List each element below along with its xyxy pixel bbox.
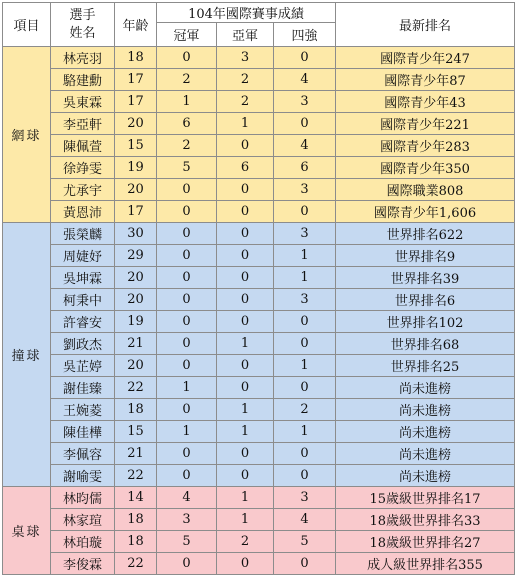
fourth-count-cell: 3 — [274, 179, 336, 201]
latest-rank-cell: 國際職業808 — [336, 179, 515, 201]
runner-up-count-cell: 2 — [217, 69, 274, 91]
table-row — [3, 47, 515, 69]
player-name-cell: 李亞軒 — [51, 113, 115, 135]
fourth-count-cell: 5 — [274, 531, 336, 553]
age-cell: 20 — [115, 179, 157, 201]
fourth-count-cell: 0 — [274, 113, 336, 135]
table-row — [3, 245, 515, 267]
latest-rank-cell: 國際青少年1,606 — [336, 201, 515, 223]
champion-count-cell: 0 — [157, 289, 217, 311]
header-player-line2: 姓名 — [69, 25, 96, 41]
runner-up-count-cell: 0 — [217, 465, 274, 487]
table-row — [3, 421, 515, 443]
runner-up-count-cell: 0 — [217, 355, 274, 377]
fourth-count-cell: 0 — [274, 201, 336, 223]
age-cell: 22 — [115, 465, 157, 487]
fourth-count-cell: 1 — [274, 355, 336, 377]
player-name-cell: 林昀儒 — [51, 487, 115, 509]
latest-rank-cell: 世界排名622 — [336, 223, 515, 245]
player-name-cell: 劉政杰 — [51, 333, 115, 355]
table-row — [3, 355, 515, 377]
table-row — [3, 267, 515, 289]
runner-up-count-cell: 2 — [217, 91, 274, 113]
player-name-cell: 柯秉中 — [51, 289, 115, 311]
runner-up-count-cell: 0 — [217, 267, 274, 289]
champion-count-cell: 5 — [157, 531, 217, 553]
runner-up-count-cell: 2 — [217, 531, 274, 553]
age-cell: 17 — [115, 69, 157, 91]
latest-rank-cell: 國際青少年43 — [336, 91, 515, 113]
latest-rank-cell: 國際青少年350 — [336, 157, 515, 179]
player-name-cell: 陳佳樺 — [51, 421, 115, 443]
champion-count-cell: 0 — [157, 355, 217, 377]
header-player-line1: 選手 — [69, 7, 96, 23]
player-name-cell: 陳佩萱 — [51, 135, 115, 157]
header-fourth: 四強 — [274, 23, 336, 47]
table-row — [3, 399, 515, 421]
fourth-count-cell: 0 — [274, 311, 336, 333]
age-cell: 19 — [115, 311, 157, 333]
header-age: 年齡 — [115, 3, 157, 47]
age-cell: 15 — [115, 135, 157, 157]
table-row — [3, 553, 515, 575]
champion-count-cell: 1 — [157, 91, 217, 113]
header-item: 項目 — [3, 3, 51, 47]
latest-rank-cell: 世界排名9 — [336, 245, 515, 267]
sport-label: 網球 — [3, 47, 51, 223]
latest-rank-cell: 18歲級世界排名27 — [336, 531, 515, 553]
table-row — [3, 509, 515, 531]
fourth-count-cell: 3 — [274, 91, 336, 113]
age-cell: 18 — [115, 509, 157, 531]
champion-count-cell: 2 — [157, 135, 217, 157]
table-row — [3, 157, 515, 179]
champion-count-cell: 4 — [157, 487, 217, 509]
champion-count-cell: 0 — [157, 333, 217, 355]
runner-up-count-cell: 1 — [217, 113, 274, 135]
age-cell: 17 — [115, 201, 157, 223]
fourth-count-cell: 0 — [274, 377, 336, 399]
athletes-table — [2, 2, 515, 575]
fourth-count-cell: 4 — [274, 69, 336, 91]
runner-up-count-cell: 0 — [217, 377, 274, 399]
champion-count-cell: 0 — [157, 465, 217, 487]
player-name-cell: 吳坤霖 — [51, 267, 115, 289]
age-cell: 29 — [115, 245, 157, 267]
fourth-count-cell: 0 — [274, 553, 336, 575]
table-row — [3, 91, 515, 113]
sport-label: 桌球 — [3, 487, 51, 575]
runner-up-count-cell: 1 — [217, 421, 274, 443]
champion-count-cell: 0 — [157, 443, 217, 465]
player-name-cell: 林亮羽 — [51, 47, 115, 69]
runner-up-count-cell: 6 — [217, 157, 274, 179]
latest-rank-cell: 尚未進榜 — [336, 421, 515, 443]
champion-count-cell: 3 — [157, 509, 217, 531]
age-cell: 17 — [115, 91, 157, 113]
latest-rank-cell: 世界排名6 — [336, 289, 515, 311]
header-results-group: 104年國際賽事成績 — [157, 3, 336, 23]
table-row — [3, 333, 515, 355]
champion-count-cell: 0 — [157, 267, 217, 289]
fourth-count-cell: 1 — [274, 421, 336, 443]
player-name-cell: 黃恩沛 — [51, 201, 115, 223]
latest-rank-cell: 15歲級世界排名17 — [336, 487, 515, 509]
age-cell: 21 — [115, 443, 157, 465]
player-name-cell: 吳東霖 — [51, 91, 115, 113]
table-row — [3, 377, 515, 399]
age-cell: 21 — [115, 333, 157, 355]
age-cell: 22 — [115, 553, 157, 575]
champion-count-cell: 0 — [157, 553, 217, 575]
runner-up-count-cell: 3 — [217, 47, 274, 69]
champion-count-cell: 0 — [157, 399, 217, 421]
player-name-cell: 許睿安 — [51, 311, 115, 333]
fourth-count-cell: 1 — [274, 245, 336, 267]
runner-up-count-cell: 0 — [217, 223, 274, 245]
table-row — [3, 179, 515, 201]
table-row — [3, 113, 515, 135]
player-name-cell: 徐竫雯 — [51, 157, 115, 179]
latest-rank-cell: 國際青少年221 — [336, 113, 515, 135]
header-latest-rank: 最新排名 — [336, 3, 515, 47]
player-name-cell: 張榮麟 — [51, 223, 115, 245]
age-cell: 18 — [115, 47, 157, 69]
table-row — [3, 465, 515, 487]
champion-count-cell: 0 — [157, 245, 217, 267]
age-cell: 18 — [115, 531, 157, 553]
champion-count-cell: 5 — [157, 157, 217, 179]
age-cell: 20 — [115, 267, 157, 289]
runner-up-count-cell: 1 — [217, 399, 274, 421]
champion-count-cell: 6 — [157, 113, 217, 135]
fourth-count-cell: 0 — [274, 47, 336, 69]
champion-count-cell: 0 — [157, 201, 217, 223]
champion-count-cell: 0 — [157, 179, 217, 201]
runner-up-count-cell: 0 — [217, 311, 274, 333]
player-name-cell: 吳芷婷 — [51, 355, 115, 377]
table-row — [3, 69, 515, 91]
latest-rank-cell: 國際青少年247 — [336, 47, 515, 69]
header-champion: 冠軍 — [157, 23, 217, 47]
age-cell: 22 — [115, 377, 157, 399]
latest-rank-cell: 世界排名39 — [336, 267, 515, 289]
fourth-count-cell: 3 — [274, 223, 336, 245]
runner-up-count-cell: 1 — [217, 487, 274, 509]
runner-up-count-cell: 0 — [217, 201, 274, 223]
fourth-count-cell: 6 — [274, 157, 336, 179]
fourth-count-cell: 3 — [274, 289, 336, 311]
latest-rank-cell: 國際青少年283 — [336, 135, 515, 157]
table-row — [3, 487, 515, 509]
latest-rank-cell: 世界排名68 — [336, 333, 515, 355]
table-row — [3, 443, 515, 465]
player-name-cell: 李俊霖 — [51, 553, 115, 575]
sport-label: 撞球 — [3, 223, 51, 487]
table-row — [3, 201, 515, 223]
player-name-cell: 林珀璇 — [51, 531, 115, 553]
fourth-count-cell: 3 — [274, 487, 336, 509]
fourth-count-cell: 0 — [274, 333, 336, 355]
champion-count-cell: 0 — [157, 47, 217, 69]
player-name-cell: 林家瑄 — [51, 509, 115, 531]
fourth-count-cell: 0 — [274, 443, 336, 465]
table-row — [3, 223, 515, 245]
age-cell: 30 — [115, 223, 157, 245]
runner-up-count-cell: 0 — [217, 245, 274, 267]
latest-rank-cell: 尚未進榜 — [336, 465, 515, 487]
runner-up-count-cell: 0 — [217, 179, 274, 201]
table-row — [3, 531, 515, 553]
player-name-cell: 駱建勳 — [51, 69, 115, 91]
header-runner-up: 亞軍 — [217, 23, 274, 47]
header-player-name — [51, 3, 115, 47]
latest-rank-cell: 國際青少年87 — [336, 69, 515, 91]
age-cell: 20 — [115, 355, 157, 377]
player-name-cell: 王婉菱 — [51, 399, 115, 421]
champion-count-cell: 2 — [157, 69, 217, 91]
latest-rank-cell: 尚未進榜 — [336, 399, 515, 421]
champion-count-cell: 0 — [157, 223, 217, 245]
latest-rank-cell: 尚未進榜 — [336, 443, 515, 465]
age-cell: 20 — [115, 289, 157, 311]
champion-count-cell: 1 — [157, 421, 217, 443]
table-body — [3, 47, 515, 575]
latest-rank-cell: 尚未進榜 — [336, 377, 515, 399]
player-name-cell: 周婕妤 — [51, 245, 115, 267]
latest-rank-cell: 世界排名25 — [336, 355, 515, 377]
latest-rank-cell: 18歲級世界排名33 — [336, 509, 515, 531]
latest-rank-cell: 成人級世界排名355 — [336, 553, 515, 575]
age-cell: 18 — [115, 399, 157, 421]
age-cell: 15 — [115, 421, 157, 443]
runner-up-count-cell: 0 — [217, 289, 274, 311]
champion-count-cell: 0 — [157, 311, 217, 333]
runner-up-count-cell: 0 — [217, 553, 274, 575]
fourth-count-cell: 0 — [274, 465, 336, 487]
table-row — [3, 311, 515, 333]
player-name-cell: 李佩容 — [51, 443, 115, 465]
fourth-count-cell: 2 — [274, 399, 336, 421]
player-name-cell: 尤承宇 — [51, 179, 115, 201]
champion-count-cell: 1 — [157, 377, 217, 399]
runner-up-count-cell: 0 — [217, 443, 274, 465]
table-row — [3, 135, 515, 157]
table-row — [3, 289, 515, 311]
runner-up-count-cell: 1 — [217, 333, 274, 355]
fourth-count-cell: 4 — [274, 509, 336, 531]
age-cell: 14 — [115, 487, 157, 509]
fourth-count-cell: 1 — [274, 267, 336, 289]
age-cell: 20 — [115, 113, 157, 135]
player-name-cell: 謝佳臻 — [51, 377, 115, 399]
latest-rank-cell: 世界排名102 — [336, 311, 515, 333]
runner-up-count-cell: 0 — [217, 135, 274, 157]
player-name-cell: 謝喻雯 — [51, 465, 115, 487]
age-cell: 19 — [115, 157, 157, 179]
runner-up-count-cell: 1 — [217, 509, 274, 531]
fourth-count-cell: 4 — [274, 135, 336, 157]
